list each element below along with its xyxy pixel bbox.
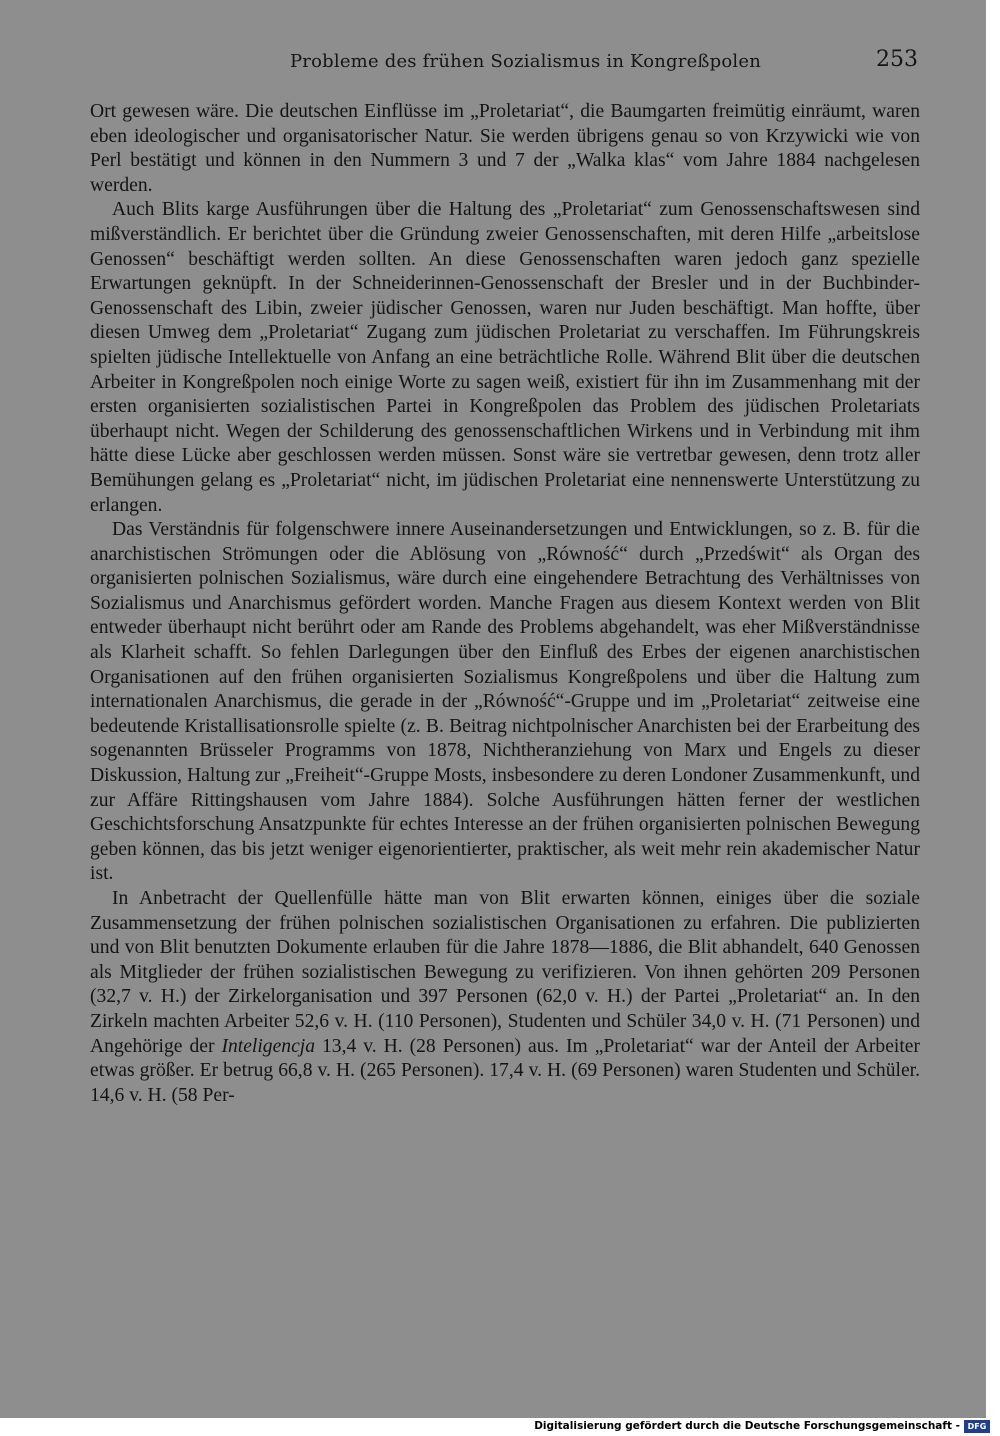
paragraph-text: Das Verständnis für folgenschwere innere Auseinandersetzungen und Entwicklungen, so z. B. für die anarchistischen Strömungen oder die Ablösung von „Równość“ durch „Przedświt“ als Organ des organisierten polnischen Sozialismus, wäre durch eine eingehendere Betrachtung des Verhältnisses von Sozialismus und Anarchismus gefördert worden. Manche Fragen aus diesem Kontext werden von Blit entweder überhaupt nicht berührt oder am Rande des Problems abgehandelt, was eher Mißverständnisse als Klarheit schafft. So fehlen Darlegungen über den Einfluß des Erbes der eigenen anarchistischen Organisationen auf den frühen organisierten Sozialismus Kongreßpolens und über die Haltung zum internationalen Anarchismus, die gerade in der „Równość“-Gruppe und im „Proletariat“ zeitweise eine bedeutende Kristallisationsrolle spielte (z. B. Beitrag nichtpolnischer Anarchisten bei der Erarbeitung des sogenannten Brüsseler Programms von 1878, Nichtheranziehung von Marx und Engels zu dieser Diskussion, Haltung zur „Freiheit“-Gruppe Mosts, insbesondere zu deren Londoner Zusammenkunft, und zur Affäre Rittingshausen vom Jahre 1884). Solche Ausführungen hätten ferner der westlichen Geschichtsforschung Ansatzpunkte für echtes Interesse an der frühen organisierten polnischen Bewegung geben können, das bis jetzt weniger eigenorientierter, praktischer, als weit mehr rein akademischer Natur ist. [90, 519, 920, 885]
paragraph-text: 13,4 v. H. (28 Personen) aus. Im „Proletariat“ war der Anteil der Arbeiter etwas größer. Er betrug 66,8 v. H. (265 Personen). 17,4 v. H. (69 Personen) waren Studenten und Schüler. 14,6 v. H. (58 Per- [90, 1035, 920, 1106]
page-header [90, 47, 920, 77]
paragraph [90, 518, 920, 887]
paragraph-text: Auch Blits karge Ausführungen über die Haltung des „Proletariat“ zum Genossenschaftswesen sind mißverständlich. Er berichtet über die Gründung zweier Genossenschaften, mit deren Hilfe „arbeitslose Genossen“ beschäftigt werden sollten. An diese Genossenschaften waren jedoch ganz spezielle Erwartungen geknüpft. In der Schneiderinnen-Genossenschaft der Bresler und in der Buchbinder-Genossenschaft des Libin, zweier jüdischer Genossen, waren nur Juden beschäftigt. Man hoffte, über diesen Umweg dem „Proletariat“ Zugang zum jüdischen Proletariat zu verschaffen. Im Führungskreis spielten jüdische Intellektuelle von Anfang an eine beträchtliche Rolle. Während Blit über die deutschen Arbeiter in Kongreßpolen noch einige Worte zu sagen weiß, existiert für ihn im Zusammenhang mit der ersten organisierten sozialistischen Partei in Kongreßpolen das Problem des jüdischen Proletariats überhaupt nicht. Wegen der Schilderung des genossenschaftlichen Wirkens und in Verbindung mit ihm hätte diese Lücke aber geschlossen werden müssen. Sonst wäre sie vertretbar gewesen, denn trotz aller Bemühungen gelang es „Proletariat“ nicht, im jüdischen Proletariat eine nennenswerte Unterstützung zu erlangen. [90, 199, 920, 516]
paragraph-text: In Anbetracht der Quellenfülle hätte man von Blit erwarten können, einiges über die soziale Zusammensetzung der frühen polnischen sozialistischen Organisationen zu erfahren. Die publizierten und von Blit benutzten Dokumente erlauben für die Jahre 1878—1886, die Blit abhandelt, 640 Genossen als Mitglieder der frühen sozialistischen Bewegung zu verifizieren. Von ihnen gehörten 209 Personen (32,7 v. H.) der Zirkelorganisation und 397 Personen (62,0 v. H.) der Partei „Proletariat“ an. In den Zirkeln machten Arbeiter 52,6 v. H. (110 Personen), Studenten und Schüler 34,0 v. H. (71 Personen) und Angehörige der [90, 888, 920, 1057]
page-number: 253 [876, 47, 918, 72]
dfg-logo: DFG [964, 1420, 990, 1433]
running-title: Probleme des frühen Sozialismus in Kongreßpolen [290, 51, 762, 72]
body-text [90, 100, 920, 1108]
paragraph [90, 887, 920, 1108]
scan-margin [986, 0, 1000, 1418]
paragraph [90, 100, 920, 198]
digitization-note: Digitalisierung gefördert durch die Deutsche Forschungsgemeinschaft - [534, 1420, 960, 1432]
italic-term: Inteligencja [221, 1035, 316, 1057]
paragraph-text: Ort gewesen wäre. Die deutschen Einflüsse im „Proletariat“, die Baumgarten freimütig einräumt, waren eben ideologischer und organisatorischer Natur. Sie werden übrigens genau so von Krzywicki wie von Perl bestätigt und können in den Nummern 3 und 7 der „Walka klas“ vom Jahre 1884 nachgelesen werden. [90, 101, 920, 196]
paragraph [90, 198, 920, 518]
